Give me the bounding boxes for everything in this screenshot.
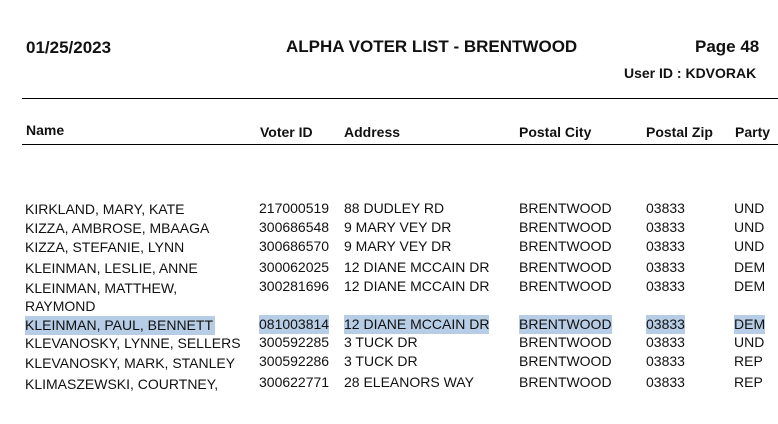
cell-city: BRENTWOOD — [519, 353, 612, 369]
col-party: Party — [735, 124, 771, 140]
cell-name: KLIMASZEWSKI, COURTNEY, — [25, 376, 219, 392]
header-divider — [22, 98, 778, 99]
cell-party: REP — [734, 374, 763, 390]
cell-address: 3 TUCK DR — [344, 334, 418, 350]
cell-address: 9 MARY VEY DR — [344, 238, 452, 254]
cell-voter-id: 300062025 — [259, 259, 330, 275]
cell-zip: 03833 — [646, 278, 685, 294]
cell-name: KIZZA, AMBROSE, MBAAGA — [25, 220, 210, 236]
cell-city: BRENTWOOD — [519, 278, 612, 294]
cell-zip: 03833 — [646, 353, 685, 369]
cell-voter-id: 300686548 — [259, 219, 330, 235]
cell-address: 12 DIANE MCCAIN DR — [344, 259, 490, 275]
cell-zip: 03833 — [646, 316, 685, 332]
cell-party: UND — [734, 219, 765, 235]
cell-address: 9 MARY VEY DR — [344, 219, 452, 235]
cell-party: UND — [734, 200, 765, 216]
col-voter-id: Voter ID — [260, 124, 313, 140]
cell-name: KLEVANOSKY, MARK, STANLEY — [25, 355, 236, 371]
cell-zip: 03833 — [646, 374, 685, 390]
cell-name: KLEVANOSKY, LYNNE, SELLERS — [25, 335, 241, 351]
page-number: Page 48 — [695, 37, 760, 56]
col-postal-zip: Postal Zip — [646, 124, 713, 140]
cell-city: BRENTWOOD — [519, 259, 612, 275]
cell-name: KIZZA, STEFANIE, LYNN — [25, 239, 185, 255]
cell-name: KLEINMAN, PAUL, BENNETT — [25, 317, 214, 333]
report-date: 01/25/2023 — [26, 38, 112, 57]
cell-party: UND — [734, 238, 765, 254]
cell-party: REP — [734, 353, 763, 369]
cell-party: DEM — [734, 259, 766, 275]
user-id: User ID : KDVORAK — [624, 65, 757, 81]
cell-address: 12 DIANE MCCAIN DR — [344, 278, 490, 294]
cell-zip: 03833 — [646, 238, 685, 254]
cell-address: 88 DUDLEY RD — [344, 200, 445, 216]
report-title: ALPHA VOTER LIST - BRENTWOOD — [286, 37, 578, 56]
cell-city: BRENTWOOD — [519, 219, 612, 235]
cell-address: 3 TUCK DR — [344, 353, 418, 369]
cell-city: BRENTWOOD — [519, 238, 612, 254]
cell-zip: 03833 — [646, 200, 685, 216]
cell-address: 28 ELEANORS WAY — [344, 374, 474, 390]
cell-name: KLEINMAN, MATTHEW, — [25, 280, 178, 296]
col-postal-city: Postal City — [519, 124, 592, 140]
cell-city: BRENTWOOD — [519, 200, 612, 216]
cell-voter-id: 081003814 — [259, 316, 330, 332]
cell-zip: 03833 — [646, 219, 685, 235]
cell-city: BRENTWOOD — [519, 374, 612, 390]
col-address: Address — [344, 124, 401, 140]
cell-name: KIRKLAND, MARY, KATE — [25, 201, 185, 217]
cell-party: UND — [734, 334, 765, 350]
cell-zip: 03833 — [646, 334, 685, 350]
cell-voter-id: 300622771 — [259, 374, 330, 390]
cell-zip: 03833 — [646, 259, 685, 275]
cell-name-continued: RAYMOND — [25, 298, 96, 314]
cell-voter-id: 300592286 — [259, 353, 330, 369]
cell-party: DEM — [734, 316, 766, 332]
cell-voter-id: 300592285 — [259, 334, 330, 350]
cell-party: DEM — [734, 278, 766, 294]
col-name: Name — [26, 122, 65, 138]
cell-city: BRENTWOOD — [519, 316, 612, 332]
cell-voter-id: 217000519 — [259, 200, 330, 216]
cell-city: BRENTWOOD — [519, 334, 612, 350]
cell-name: KLEINMAN, LESLIE, ANNE — [25, 260, 198, 276]
column-divider — [22, 144, 778, 145]
cell-voter-id: 300686570 — [259, 238, 330, 254]
cell-voter-id: 300281696 — [259, 278, 330, 294]
cell-address: 12 DIANE MCCAIN DR — [344, 316, 490, 332]
